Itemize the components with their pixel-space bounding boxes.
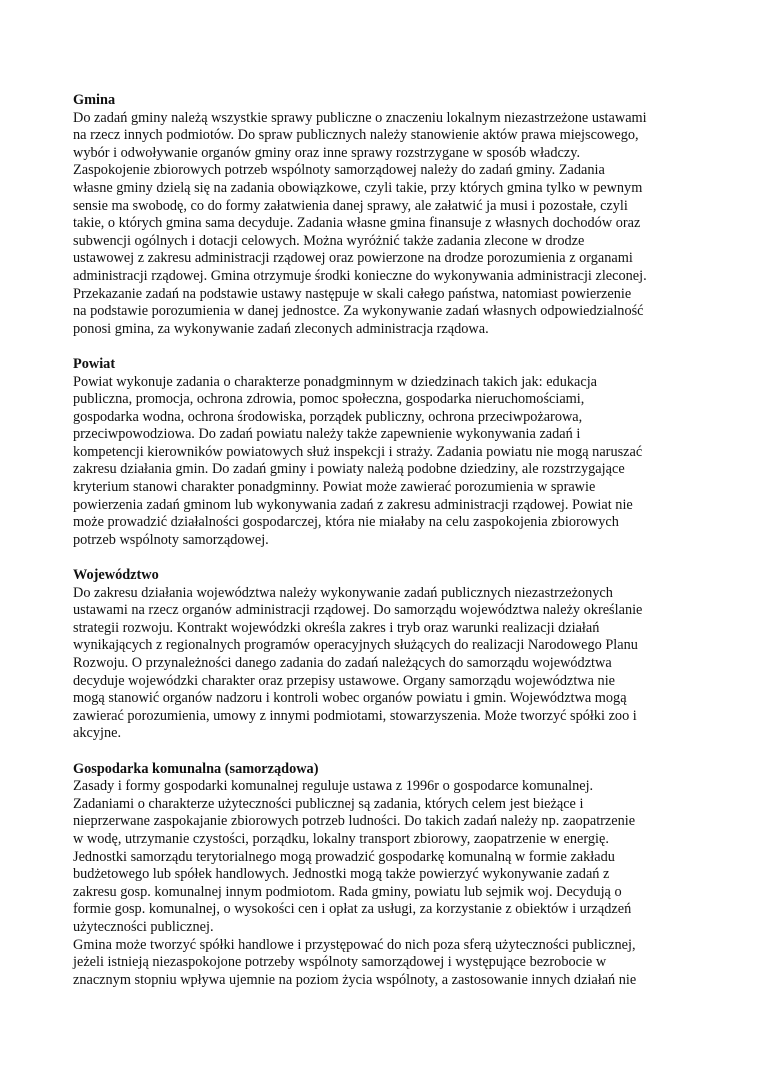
paragraph-line: mogą stanowić organów nadzoru i kontroli wobec organów powiatu i gmin. Województwa mogą <box>73 690 627 707</box>
paragraph-line: akcyjne. <box>73 725 122 742</box>
paragraph-line: zakresu działania gmin. Do zadań gminy i powiaty należą podobne dziedziny, ale rozstrzygające <box>73 461 625 478</box>
paragraph-line: Jednostki samorządu terytorialnego mogą prowadzić gospodarkę komunalną w formie zakładu <box>73 848 615 865</box>
paragraph-line: ustawami na rzecz organów administracji rządowej. Do samorządu województwa należy określanie <box>73 602 643 619</box>
paragraph-line: wybór i odwoływanie organów gminy oraz inne sprawy rozstrzygane w sposób władczy. <box>73 144 581 161</box>
paragraph-line: Powiat wykonuje zadania o charakterze ponadgminnym w dziedzinach takich jak: edukacja <box>73 373 598 390</box>
section <box>73 567 693 743</box>
paragraph-line: użyteczności publicznej. <box>73 918 214 935</box>
paragraph-line: znacznym stopniu wpływa ujemnie na poziom życia wspólnoty, a zastosowanie innych działań nie <box>73 971 637 988</box>
paragraph-line: Przekazanie zadań na podstawie ustawy następuje w skali całego państwa, natomiast powierzenie <box>73 285 632 302</box>
paragraph-line: publiczna, promocja, ochrona zdrowia, pomoc społeczna, gospodarka nieruchomościami, <box>73 391 585 408</box>
paragraph-line: budżetowego lub spółek handlowych. Jednostki mogą także powierzyć wykonywanie zadań z <box>73 866 610 883</box>
paragraph-line: kompetencji kierowników powiatowych służ inspekcji i straży. Zadania powiatu nie mogą naruszać <box>73 443 643 460</box>
document-page <box>73 92 693 1007</box>
paragraph-line: Zasady i formy gospodarki komunalnej reguluje ustawa z 1996r o gospodarce komunalnej. <box>73 778 594 795</box>
paragraph-line: kryterium stanowi charakter ponadgminny. Powiat może zawierać porozumienia w sprawie <box>73 479 596 496</box>
section-heading: Powiat <box>73 355 116 372</box>
section <box>73 92 693 338</box>
paragraph-line: takie, o których gmina sama decyduje. Zadania własne gmina finansuje z własnych dochodów oraz <box>73 215 641 232</box>
section <box>73 761 693 990</box>
section-heading: Województwo <box>73 567 159 584</box>
paragraph-line: ponosi gmina, za wykonywanie zadań zleconych administracja rządowa. <box>73 320 489 337</box>
paragraph-line: administracji rządowej. Gmina otrzymuje środki konieczne do wykonywania administracji zleconej. <box>73 267 647 284</box>
paragraph-line: przeciwpowodziowa. Do zadań powiatu należy także zapewnienie wykonywania zadań i <box>73 426 581 443</box>
paragraph-line: na rzecz innych podmiotów. Do spraw publicznych należy stanowienie aktów prawa miejscowego, <box>73 127 639 144</box>
paragraph-line: własne gminy dzielą się na zadania obowiązkowe, czyli takie, przy których gmina tylko w pewnym <box>73 179 643 196</box>
paragraph-line: decyduje wojewódzki charakter oraz przepisy ustawowe. Organy samorządu województwa nie <box>73 672 616 689</box>
paragraph-line: w wodę, utrzymanie czystości, porządku, lokalny transport zbiorowy, zaopatrzenie w energię. <box>73 830 609 847</box>
paragraph-line: Zaspokojenie zbiorowych potrzeb wspólnoty samorządowej należy do zadań gminy. Zadania <box>73 162 605 179</box>
paragraph-line: subwencji ogólnych i dotacji celowych. Można wyróżnić także zadania zlecone w drodze <box>73 232 585 249</box>
paragraph-line: na podstawie porozumienia w danej jednostce. Za wykonywanie zadań własnych odpowiedzialność <box>73 303 644 320</box>
paragraph-line: gospodarka wodna, ochrona środowiska, porządek publiczny, ochrona przeciwpożarowa, <box>73 408 583 425</box>
paragraph-line: zawierać porozumienia, umowy z innymi podmiotami, stowarzyszenia. Może tworzyć spółki zoo i <box>73 707 637 724</box>
paragraph-line: zakresu gosp. komunalnej innym podmiotom. Rada gminy, powiatu lub sejmik woj. Decydują o <box>73 883 622 900</box>
paragraph-line: potrzeb wspólnoty samorządowej. <box>73 531 269 548</box>
paragraph-line: wynikających z regionalnych programów operacyjnych służących do realizacji Narodowego Planu <box>73 637 638 654</box>
section <box>73 356 693 550</box>
paragraph-line: Do zadań gminy należą wszystkie sprawy publiczne o znaczeniu lokalnym niezastrzeżone ustawami <box>73 109 647 126</box>
paragraph-line: formie gosp. komunalnej, o wysokości cen i opłat za usługi, za korzystanie z obiektów i urządzeń <box>73 901 632 918</box>
paragraph-line: powierzenia zadań gminom lub wykonywania zadań z zakresu administracji rządowej. Powiat nie <box>73 496 633 513</box>
section-heading: Gospodarka komunalna (samorządowa) <box>73 760 319 777</box>
paragraph-line: jeżeli istnieją niezaspokojone potrzeby wspólnoty samorządowej i występujące bezrobocie w <box>73 954 607 971</box>
paragraph-line: strategii rozwoju. Kontrakt wojewódzki określa zakres i tryb oraz warunki realizacji działań <box>73 619 600 636</box>
paragraph-line: Gmina może tworzyć spółki handlowe i przystępować do nich poza sferą użyteczności publicznej, <box>73 936 636 953</box>
paragraph-line: ustawowej z zakresu administracji rządowej oraz powierzone na drodze porozumienia z organami <box>73 250 633 267</box>
paragraph-line: Do zakresu działania województwa należy wykonywanie zadań publicznych niezastrzeżonych <box>73 584 613 601</box>
paragraph-line: sensie ma swobodę, co do formy załatwienia danej sprawy, ale załatwić ja musi i pozostałe, czyli <box>73 197 628 214</box>
paragraph-line: Rozwoju. O przynależności danego zadania do zadań należących do samorządu województwa <box>73 655 612 671</box>
paragraph-line: Zadaniami o charakterze użyteczności publicznej są zadania, których celem jest bieżące i <box>73 795 584 812</box>
paragraph-line: nieprzerwane zaspokajanie zbiorowych potrzeb ludności. Do takich zadań należy np. zaopatrzenie <box>73 813 636 830</box>
paragraph-line: może prowadzić działalności gospodarczej, która nie miałaby na celu zaspokojenia zbiorowych <box>73 514 619 531</box>
section-heading: Gmina <box>73 92 116 108</box>
